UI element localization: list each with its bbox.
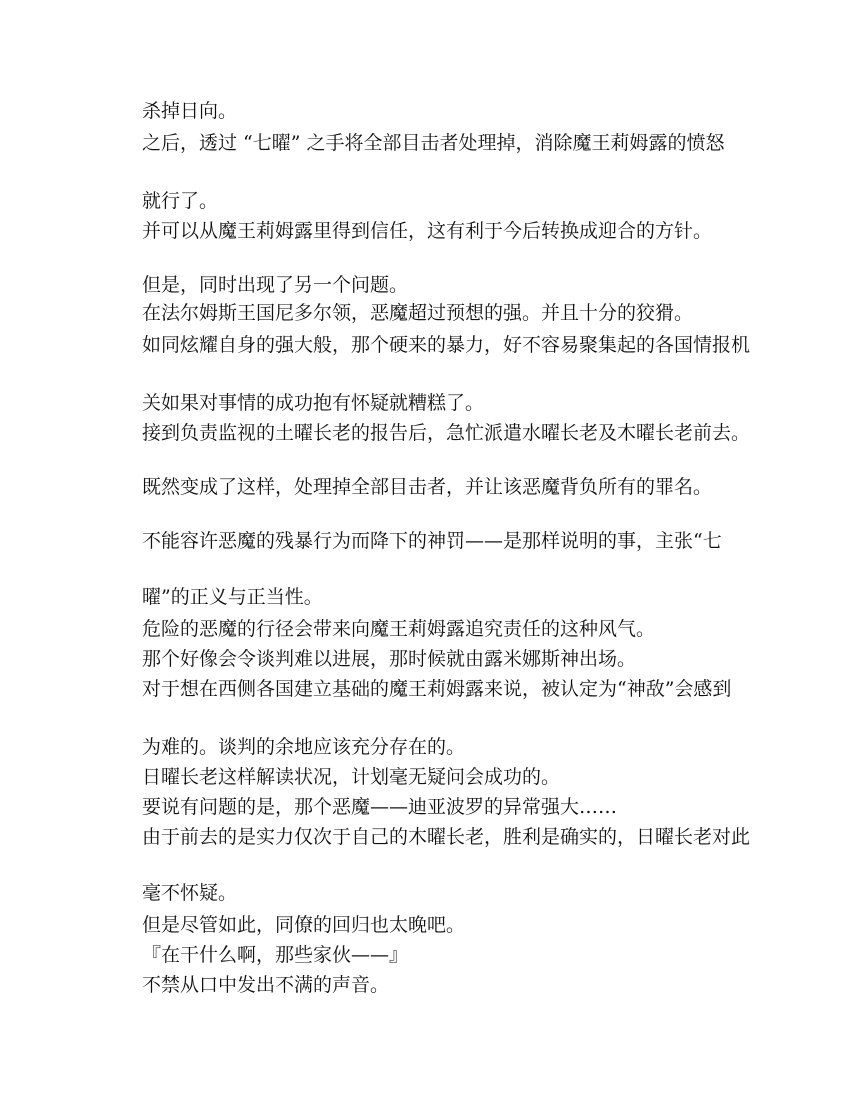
paragraph-21: 但是尽管如此，同僚的回归也太晚吧。 [142,914,466,936]
paragraph-22: 『在干什么啊，那些家伙——』 [142,944,409,966]
paragraph-11: 不能容许恶魔的残暴行为而降下的神罚——是那样说明的事，主张“七 [142,530,722,552]
paragraph-4: 并可以从魔王莉姆露里得到信任，这有利于今后转换成迎合的方针。 [142,220,713,242]
paragraph-3: 就行了。 [142,190,219,212]
paragraph-8: 关如果对事情的成功抱有怀疑就糟糕了。 [142,392,485,414]
paragraph-18: 要说有问题的是，那个恶魔——迪亚波罗的异常强大…… [142,796,618,818]
paragraph-6: 在法尔姆斯王国尼多尔领，恶魔超过预想的强。并且十分的狡猾。 [142,302,694,324]
paragraph-9: 接到负责监视的土曜长老的报告后，急忙派遣水曜长老及木曜长老前去。 [142,422,751,444]
paragraph-2: 之后，透过 “七曜” 之手将全部目击者处理掉，消除魔王莉姆露的愤怒 [142,132,725,154]
paragraph-20: 毫不怀疑。 [142,882,238,904]
paragraph-16: 为难的。谈判的余地应该充分存在的。 [142,736,466,758]
paragraph-19: 由于前去的是实力仅次于自己的木曜长老，胜利是确实的，日曜长老对此 [142,826,751,848]
paragraph-10: 既然变成了这样，处理掉全部目击者，并让该恶魔背负所有的罪名。 [142,476,713,498]
paragraph-1: 杀掉日向。 [142,100,238,122]
paragraph-15: 对于想在西侧各国建立基础的魔王莉姆露来说，被认定为“神敌”会感到 [142,678,732,700]
paragraph-14: 那个好像会令谈判难以进展，那时候就由露米娜斯神出场。 [142,648,637,670]
paragraph-17: 日曜长老这样解读状况，计划毫无疑问会成功的。 [142,766,561,788]
paragraph-7: 如同炫耀自身的强大般，那个硬来的暴力，好不容易聚集起的各国情报机 [142,334,751,356]
paragraph-13: 危险的恶魔的行径会带来向魔王莉姆露追究责任的这种风气。 [142,618,656,640]
paragraph-23: 不禁从口中发出不满的声音。 [142,974,390,996]
paragraph-12: 曜”的正义与正当性。 [142,586,323,608]
paragraph-5: 但是，同时出现了另一个问题。 [142,274,409,296]
